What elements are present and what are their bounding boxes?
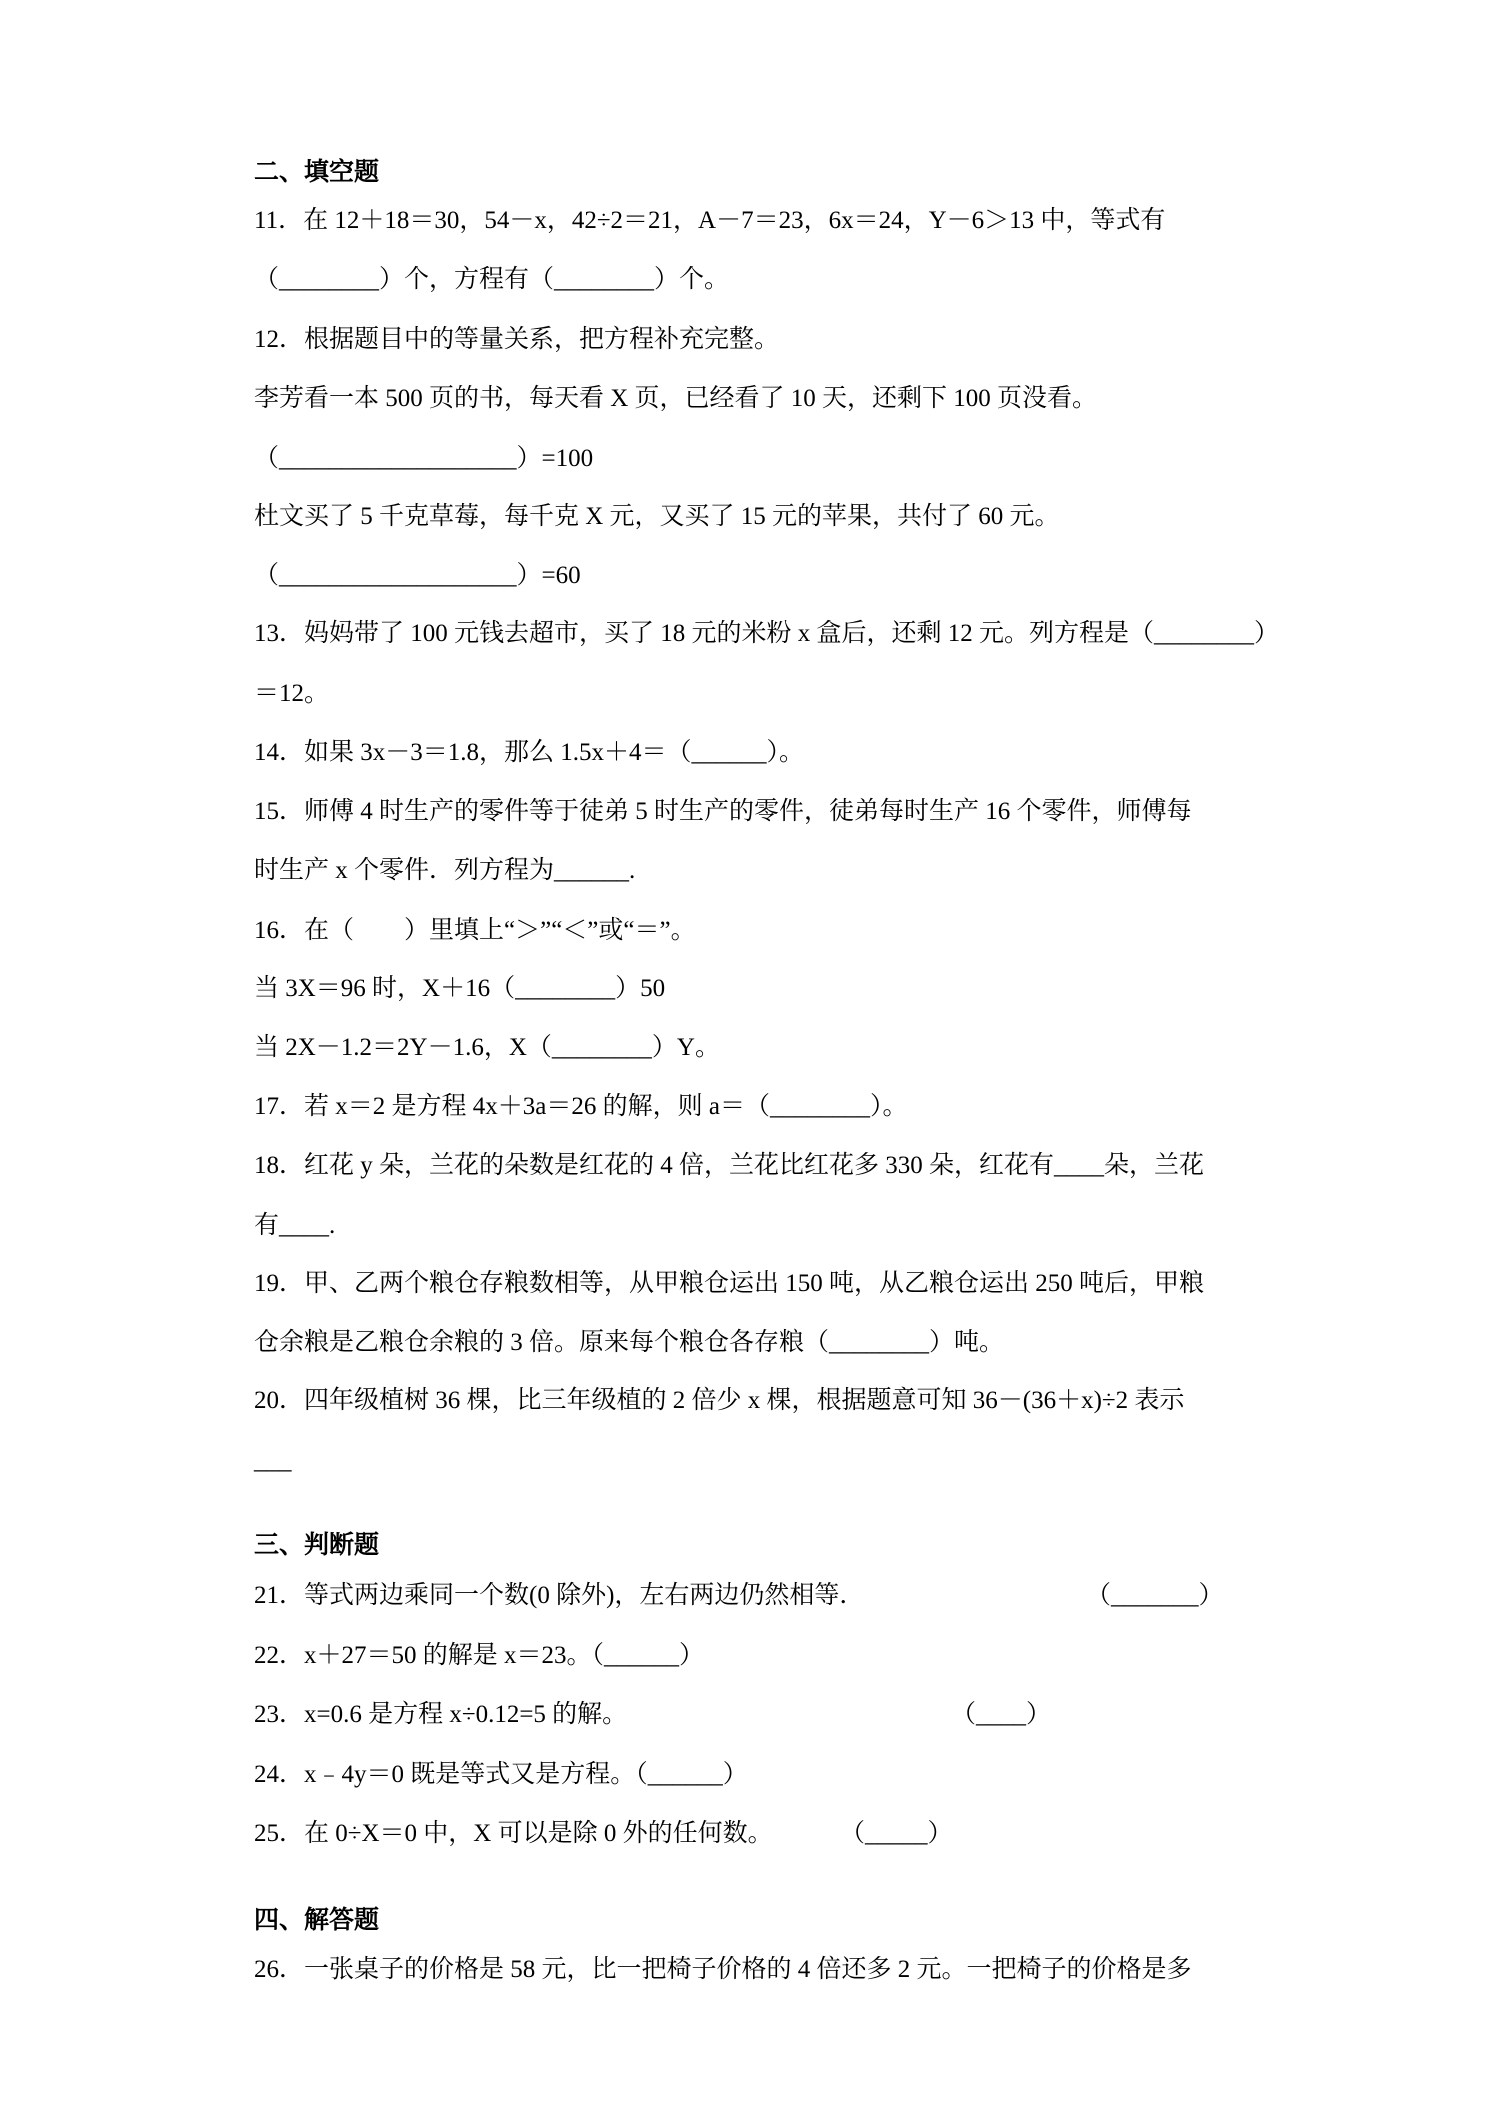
question-line: 12．根据题目中的等量关系，把方程补充完整。 <box>254 326 780 353</box>
answer-line: （___________________）=100 <box>254 445 594 472</box>
answer-line: （___________________）=60 <box>254 562 581 589</box>
question-line: 20．四年级植树 36 棵，比三年级植的 2 倍少 x 棵，根据题意可知 36－(36＋x)÷2 表示 <box>254 1387 1185 1414</box>
question-21 <box>254 1581 1224 1611</box>
question-line: 15．师傅 4 时生产的零件等于徒弟 5 时生产的零件，徒弟每时生产 16 个零件，师傅每 <box>254 798 1192 825</box>
answer-blank-line: ___ <box>254 1447 292 1474</box>
question-text: 24．x﹣4y＝0 既是等式又是方程。 <box>254 1761 636 1788</box>
question-line: 仓余粮是乙粮仓余粮的 3 倍。原来每个粮仓各存粮（________）吨。 <box>254 1329 1005 1356</box>
question-line: 18．红花 y 朵，兰花的朵数是红花的 4 倍，兰花比红花多 330 朵，红花有____朵，兰花 <box>254 1152 1205 1179</box>
question-line: 19．甲、乙两个粮仓存粮数相等，从甲粮仓运出 150 吨，从乙粮仓运出 250 吨后，甲粮 <box>254 1270 1205 1297</box>
question-25 <box>254 1819 953 1849</box>
question-line: 26．一张桌子的价格是 58 元，比一把椅子价格的 4 倍还多 2 元。一把椅子的价格是多 <box>254 1956 1192 1983</box>
question-line: ＝12。 <box>254 680 330 707</box>
question-line: 有____. <box>254 1212 336 1239</box>
question-line: 17．若 x＝2 是方程 4x＋3a＝26 的解，则 a＝（________）。 <box>254 1093 908 1120</box>
answer-blank: （_____） <box>840 1820 953 1847</box>
answer-blank: （______） <box>591 1642 705 1669</box>
question-23 <box>254 1700 1052 1730</box>
question-line: 14．如果 3x－3＝1.8，那么 1.5x＋4＝（______）。 <box>254 739 805 766</box>
question-text: 23．x=0.6 是方程 x÷0.12=5 的解。 <box>254 1701 628 1728</box>
question-line: 11．在 12＋18＝30，54－x，42÷2＝21，A－7＝23，6x＝24，Y－6＞13 中，等式有 <box>254 207 1166 234</box>
question-line: 杜文买了 5 千克草莓，每千克 X 元，又买了 15 元的苹果，共付了 60 元。 <box>254 503 1060 530</box>
answer-blank: （_______） <box>1086 1582 1224 1609</box>
question-22 <box>254 1641 704 1671</box>
section-heading-true-false: 三、判断题 <box>254 1532 380 1559</box>
question-24 <box>254 1760 748 1790</box>
question-line: （________）个，方程有（________）个。 <box>254 266 730 293</box>
question-text: 21．等式两边乘同一个数(0 除外)，左右两边仍然相等． <box>254 1582 865 1609</box>
section-heading-problem-solving: 四、解答题 <box>254 1907 380 1934</box>
question-line: 当 3X＝96 时，X＋16（________）50 <box>254 975 666 1002</box>
question-text: 25．在 0÷X＝0 中，X 可以是除 0 外的任何数。 <box>254 1820 773 1847</box>
answer-blank: （______） <box>635 1761 748 1788</box>
answer-blank: （____） <box>951 1701 1052 1728</box>
question-line: 时生产 x 个零件．列方程为______. <box>254 857 636 884</box>
question-line: 16．在（ ）里填上“＞”“＜”或“＝”。 <box>254 917 696 944</box>
question-text: 22．x＋27＝50 的解是 x＝23。 <box>254 1642 592 1669</box>
question-line: 李芳看一本 500 页的书，每天看 X 页，已经看了 10 天，还剩下 100 页没看。 <box>254 385 1098 412</box>
question-line: 13．妈妈带了 100 元钱去超市，买了 18 元的米粉 x 盒后，还剩 12 元。列方程是（________） <box>254 620 1280 647</box>
question-line: 当 2X－1.2＝2Y－1.6，X（________）Y。 <box>254 1034 720 1061</box>
section-heading-fill-in: 二、填空题 <box>254 159 380 186</box>
